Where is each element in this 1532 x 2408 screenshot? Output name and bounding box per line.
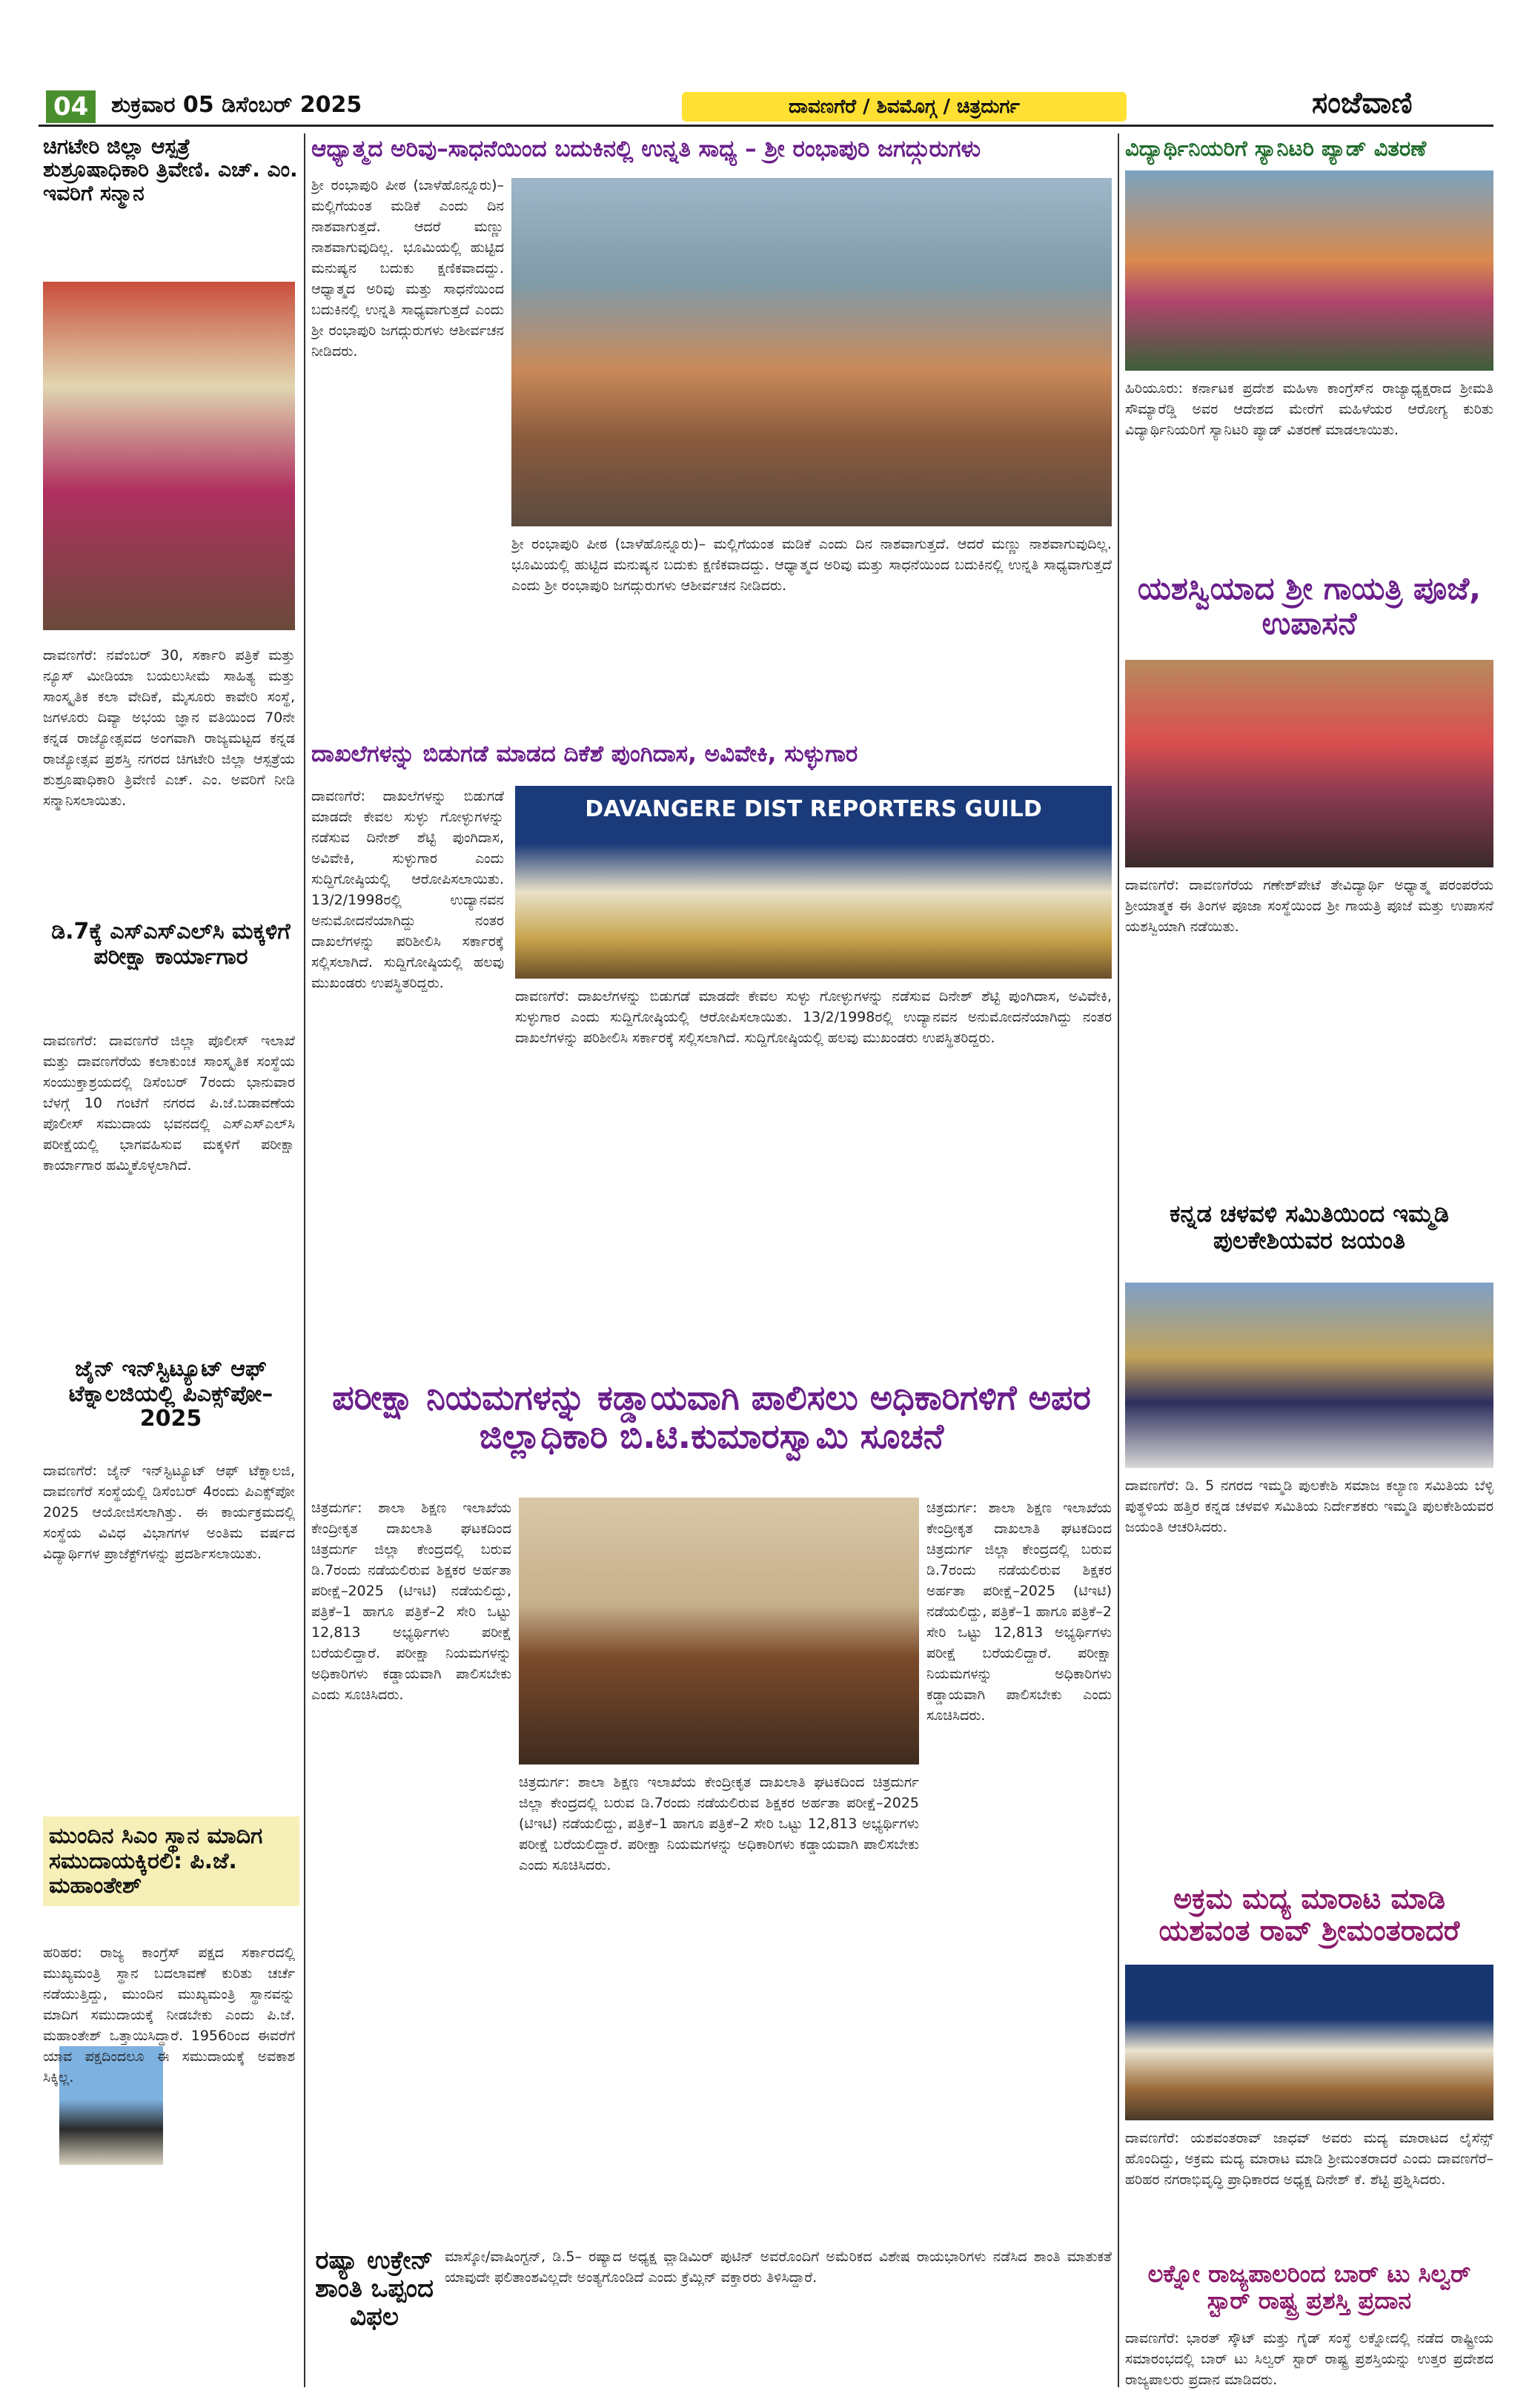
article-text: ದಾವಣಗೆರೆ: ದಾವಣಗೆರೆಯ ಗಣೇಶ್‌ಪೇಟೆ ತೇವಿದ್ಯಾರ್ಥಿ ಅಧ್ಯಾತ್ಮ ಪರಂಪರೆಯ ಶ್ರೀಯಾತ್ಮಕ ಈ ತಿಂಗಳ ಪೂಜಾ ಸಂಸ್ಥೆಯಿಂದ ಶ್ರೀ ಗಾಯತ್ರಿ ಪೂಜೆ ಮತ್ತು ಉಪಾಸನೆ ಯಶಸ್ವಿಯಾಗಿ ನಡೆಯಿತು. [1125,877,1493,935]
headline-left-1: ಚಿಗಟೇರಿ ಜಿಲ್ಲಾ ಆಸ್ಪತ್ರೆ ಶುಶ್ರೂಷಾಧಿಕಾರಿ ತ್ರಿವೇಣಿ. ಎಚ್. ಎಂ. ಇವರಿಗೆ ಸನ್ಮಾನ [43,134,298,205]
photo-pad-distribution [1125,171,1493,371]
article-text: ಹಿರಿಯೂರು: ಕರ್ನಾಟಕ ಪ್ರದೇಶ ಮಹಿಳಾ ಕಾಂಗ್ರೆಸ್‌ನ ರಾಜ್ಯಾಧ್ಯಕ್ಷರಾದ ಶ್ರೀಮತಿ ಸೌಮ್ಯಾರೆಡ್ಡಿ ಅವರ ಆದೇಶದ ಮೇರೆಗೆ ಮಹಿಳೆಯರ ಆರೋಗ್ಯ ಕುರಿತು ವಿದ್ಯಾರ್ಥಿನಿಯರಿಗೆ ಸ್ಯಾನಿಟರಿ ಪ್ಯಾಡ್ ವಿತರಣೆ ಮಾಡಲಾಯಿತು. [1125,380,1493,438]
headline-center-4: ರಷ್ಯಾ ಉಕ್ರೇನ್ ಶಾಂತಿ ಒಪ್ಪಂದ ವಿಫಲ [315,2246,434,2332]
article-text: ದಾವಣಗೆರೆ: ಜೈನ್ ಇನ್‌ಸ್ಟಿಟ್ಯೂಟ್ ಆಫ್ ಟೆಕ್ನಾಲಜಿ, ದಾವಣಗೆರೆ ಸಂಸ್ಥೆಯಲ್ಲಿ ಡಿಸೆಂಬರ್ 4ರಂದು ಪಿಎಕ್ಸ್‌ಪೋ 2025 ಆಯೋಜಿಸಲಾಗಿತ್ತು. ಈ ಕಾರ್ಯಕ್ರಮದಲ್ಲಿ ಸಂಸ್ಥೆಯ ವಿವಿಧ ವಿಭಾಗಗಳ ಅಂತಿಮ ವರ್ಷದ ವಿದ್ಯಾರ್ಥಿಗಳ ಪ್ರಾಜೆಕ್ಟ್‌ಗಳನ್ನು ಪ್ರದರ್ಶಿಸಲಾಯಿತು. [43,1463,295,1562]
article-text: ದಾವಣಗೆರೆ: ದಾಖಲೆಗಳನ್ನು ಬಿಡುಗಡೆ ಮಾಡದೇ ಕೇವಲ ಸುಳ್ಳು ಗೋಳ್ಳುಗಳನ್ನು ನಡೆಸುವ ದಿನೇಶ್ ಶೆಟ್ಟಿ ಪುಂಗಿದಾಸ, ಅವಿವೇಕಿ, ಸುಳ್ಳುಗಾರ ಎಂದು ಸುದ್ದಿಗೋಷ್ಠಿಯಲ್ಲಿ ಆರೋಪಿಸಲಾಯಿತು. 13/2/1998ರಲ್ಲಿ ಉದ್ಯಾನವನ ಅನುಮೋದನೆಯಾಗಿದ್ದು ನಂತರ ದಾಖಲೆಗಳನ್ನು ಪರಿಶೀಲಿಸಿ ಸರ್ಕಾರಕ್ಕೆ ಸಲ್ಲಿಸಲಾಗಿದೆ. ಸುದ್ದಿಗೋಷ್ಠಿಯಲ್ಲಿ ಹಲವು ಮುಖಂಡರು ಉಪಸ್ಥಿತರಿದ್ದರು. [515,988,1112,1046]
banner-text: DAVANGERE DIST REPORTERS GUILD [585,796,1042,822]
page-header [0,0,1532,126]
article-text: ದಾವಣಗೆರೆ: ಡಿ. 5 ನಗರದ ಇಮ್ಮಡಿ ಪುಲಕೇಶಿ ಸಮಾಜ ಕಲ್ಯಾಣ ಸಮಿತಿಯ ಬೆಳ್ಳಿ ಪುತ್ಥಳಿಯ ಹತ್ತಿರ ಕನ್ನಡ ಚಳವಳಿ ಸಮಿತಿಯ ನಿರ್ದೇಶಕರು ಇಮ್ಮಡಿ ಪುಲಕೇಶಿಯವರ ಜಯಂತಿ ಆಚರಿಸಿದರು. [1125,1478,1493,1535]
article-text: ಚಿತ್ರದುರ್ಗ: ಶಾಲಾ ಶಿಕ್ಷಣ ಇಲಾಖೆಯ ಕೇಂದ್ರೀಕೃತ ದಾಖಲಾತಿ ಘಟಕದಿಂದ ಚಿತ್ರದುರ್ಗ ಜಿಲ್ಲಾ ಕೇಂದ್ರದಲ್ಲಿ ಬರುವ ಡಿ.7ರಂದು ನಡೆಯಲಿರುವ ಶಿಕ್ಷಕರ ಅರ್ಹತಾ ಪರೀಕ್ಷೆ–2025 (ಟಿಇಟಿ) ನಡೆಯಲಿದ್ದು, ಪತ್ರಿಕೆ–1 ಹಾಗೂ ಪತ್ರಿಕೆ–2 ಸೇರಿ ಒಟ್ಟು 12,813 ಅಭ್ಯರ್ಥಿಗಳು ಪರೀಕ್ಷೆ ಬರೆಯಲಿದ್ದಾರೆ. ಪರೀಕ್ಷಾ ನಿಯಮಗಳನ್ನು ಅಧಿಕಾರಿಗಳು ಕಡ್ಡಾಯವಾಗಿ ಪಾಲಿಸಬೇಕು ಎಂದು ಸೂಚಿಸಿದರು. [519,1774,919,1873]
article-text: ಮಾಸ್ಕೋ/ವಾಷಿಂಗ್ಟನ್, ಡಿ.5– ರಷ್ಯಾದ ಅಧ್ಯಕ್ಷ ವ್ಲಾಡಿಮಿರ್ ಪುಟಿನ್ ಅವರೊಂದಿಗೆ ಅಮೆರಿಕದ ವಿಶೇಷ ರಾಯಭಾರಿಗಳು ನಡೆಸಿದ ಶಾಂತಿ ಮಾತುಕತೆ ಯಾವುದೇ ಫಲಿತಾಂಶವಿಲ್ಲದೇ ಅಂತ್ಯಗೊಂಡಿದೆ ಎಂದು ಕ್ರೆಮ್ಲಿನ್ ವಕ್ತಾರರು ತಿಳಿಸಿದ್ದಾರೆ. [445,2249,1112,2286]
photo-gayatri-pooja [1125,660,1493,867]
photo-press-meet [515,786,1112,979]
photo-honoree [43,282,295,630]
photo-jagadguru-gathering [511,178,1112,526]
article-text: ಚಿತ್ರದುರ್ಗ: ಶಾಲಾ ಶಿಕ್ಷಣ ಇಲಾಖೆಯ ಕೇಂದ್ರೀಕೃತ ದಾಖಲಾತಿ ಘಟಕದಿಂದ ಚಿತ್ರದುರ್ಗ ಜಿಲ್ಲಾ ಕೇಂದ್ರದಲ್ಲಿ ಬರುವ ಡಿ.7ರಂದು ನಡೆಯಲಿರುವ ಶಿಕ್ಷಕರ ಅರ್ಹತಾ ಪರೀಕ್ಷೆ–2025 (ಟಿಇಟಿ) ನಡೆಯಲಿದ್ದು, ಪತ್ರಿಕೆ–1 ಹಾಗೂ ಪತ್ರಿಕೆ–2 ಸೇರಿ ಒಟ್ಟು 12,813 ಅಭ್ಯರ್ಥಿಗಳು ಪರೀಕ್ಷೆ ಬರೆಯಲಿದ್ದಾರೆ. ಪರೀಕ್ಷಾ ನಿಯಮಗಳನ್ನು ಅಧಿಕಾರಿಗಳು ಕಡ್ಡಾಯವಾಗಿ ಪಾಲಿಸಬೇಕು ಎಂದು ಸೂಚಿಸಿದರು. [926,1500,1112,1724]
headline-center-2: ದಾಖಲೆಗಳನ್ನು ಬಿಡುಗಡೆ ಮಾಡದ ದಿಕೆಶೆ ಪುಂಗಿದಾಸ, ಅವಿವೇಕಿ, ಸುಳ್ಳುಗಾರ [311,741,858,767]
headline-left-2: ಡಿ.7ಕ್ಕೆ ಎಸ್‌ಎಸ್‌ಎಲ್‌ಸಿ ಮಕ್ಕಳಿಗೆ ಪರೀಕ್ಷಾ ಕಾರ್ಯಾಗಾರ [51,919,291,970]
headline-right-3: ಕನ್ನಡ ಚಳವಳಿ ಸಮಿತಿಯಿಂದ ಇಮ್ಮಡಿ ಪುಲಕೇಶಿಯವರ ಜಯಂತಿ [1169,1200,1450,1254]
headline-left-4: ಮುಂದಿನ ಸಿಎಂ ಸ್ಥಾನ ಮಾದಿಗ ಸಮುದಾಯಕ್ಕಿರಲಿ: ಪಿ.ಜೆ. ಮಹಾಂತೇಶ್ [43,1816,299,1906]
header-rule [39,125,1493,127]
page-number: 04 [46,90,96,123]
article-text: ಚಿತ್ರದುರ್ಗ: ಶಾಲಾ ಶಿಕ್ಷಣ ಇಲಾಖೆಯ ಕೇಂದ್ರೀಕೃತ ದಾಖಲಾತಿ ಘಟಕದಿಂದ ಚಿತ್ರದುರ್ಗ ಜಿಲ್ಲಾ ಕೇಂದ್ರದಲ್ಲಿ ಬರುವ ಡಿ.7ರಂದು ನಡೆಯಲಿರುವ ಶಿಕ್ಷಕರ ಅರ್ಹತಾ ಪರೀಕ್ಷೆ–2025 (ಟಿಇಟಿ) ನಡೆಯಲಿದ್ದು, ಪತ್ರಿಕೆ–1 ಹಾಗೂ ಪತ್ರಿಕೆ–2 ಸೇರಿ ಒಟ್ಟು 12,813 ಅಭ್ಯರ್ಥಿಗಳು ಪರೀಕ್ಷೆ ಬರೆಯಲಿದ್ದಾರೆ. ಪರೀಕ್ಷಾ ನಿಯಮಗಳನ್ನು ಅಧಿಕಾರಿಗಳು ಕಡ್ಡಾಯವಾಗಿ ಪಾಲಿಸಬೇಕು ಎಂದು ಸೂಚಿಸಿದರು. [311,1500,511,1703]
article-text: ದಾವಣಗೆರೆ: ಭಾರತ್ ಸ್ಕೌಟ್ ಮತ್ತು ಗೈಡ್ ಸಂಸ್ಥೆ ಲಕ್ನೋದಲ್ಲಿ ನಡೆದ ರಾಷ್ಟ್ರೀಯ ಸಮಾರಂಭದಲ್ಲಿ ಬಾರ್ ಟು ಸಿಲ್ವರ್ ಸ್ಟಾರ್ ರಾಷ್ಟ್ರ ಪ್ರಶಸ್ತಿಯನ್ನು ಉತ್ತರ ಪ್ರದೇಶದ ರಾಜ್ಯಪಾಲರು ಪ್ರದಾನ ಮಾಡಿದರು. [1125,2330,1493,2388]
article-text: ದಾವಣಗೆರೆ: ಯಶವಂತರಾವ್ ಜಾಧವ್ ಅವರು ಮದ್ಯ ಮಾರಾಟದ ಲೈಸೆನ್ಸ್ ಹೊಂದಿದ್ದು, ಅಕ್ರಮ ಮದ್ಯ ಮಾರಾಟ ಮಾಡಿ ಶ್ರೀಮಂತರಾದರೆ ಎಂದು ದಾವಣಗೆರೆ–ಹರಿಹರ ನಗರಾಭಿವೃದ್ಧಿ ಪ್ರಾಧಿಕಾರದ ಅಧ್ಯಕ್ಷ ದಿನೇಶ್ ಕೆ. ಶೆಟ್ಟಿ ಪ್ರಶ್ನಿಸಿದರು. [1125,2130,1493,2188]
issue-date: ಶುಕ್ರವಾರ 05 ಡಿಸೆಂಬರ್ 2025 [111,92,362,118]
headline-right-2: ಯಶಸ್ವಿಯಾದ ಶ್ರೀ ಗಾಯತ್ರಿ ಪೂಜೆ, ಉಪಾಸನೆ [1137,570,1482,642]
article-text: ದಾವಣಗೆರೆ: ದಾಖಲೆಗಳನ್ನು ಬಿಡುಗಡೆ ಮಾಡದೇ ಕೇವಲ ಸುಳ್ಳು ಗೋಳ್ಳುಗಳನ್ನು ನಡೆಸುವ ದಿನೇಶ್ ಶೆಟ್ಟಿ ಪುಂಗಿದಾಸ, ಅವಿವೇಕಿ, ಸುಳ್ಳುಗಾರ ಎಂದು ಸುದ್ದಿಗೋಷ್ಠಿಯಲ್ಲಿ ಆರೋಪಿಸಲಾಯಿತು. 13/2/1998ರಲ್ಲಿ ಉದ್ಯಾನವನ ಅನುಮೋದನೆಯಾಗಿದ್ದು ನಂತರ ದಾಖಲೆಗಳನ್ನು ಪರಿಶೀಲಿಸಿ ಸರ್ಕಾರಕ್ಕೆ ಸಲ್ಲಿಸಲಾಗಿದೆ. ಸುದ್ದಿಗೋಷ್ಠಿಯಲ್ಲಿ ಹಲವು ಮುಖಂಡರು ಉಪಸ್ಥಿತರಿದ್ದರು. [311,788,504,991]
headline-center-1: ಆಧ್ಯಾತ್ಮದ ಅರಿವು–ಸಾಧನೆಯಿಂದ ಬದುಕಿನಲ್ಲಿ ಉನ್ನತಿ ಸಾಧ್ಯ – ಶ್ರೀ ರಂಭಾಪುರಿ ಜಗದ್ಗುರುಗಳು [311,136,981,162]
photo-liquor-press-meet [1125,1965,1493,2120]
headline-center-3: ಪರೀಕ್ಷಾ ನಿಯಮಗಳನ್ನು ಕಡ್ಡಾಯವಾಗಿ ಪಾಲಿಸಲು ಅಧಿಕಾರಿಗಳಿಗೆ ಅಪರ ಜಿಲ್ಲಾಧಿಕಾರಿ ಬಿ.ಟಿ.ಕುಮಾರಸ್ವಾಮಿ ಸೂಚನೆ [332,1377,1091,1456]
headline-right-1: ವಿದ್ಯಾರ್ಥಿನಿಯರಿಗೆ ಸ್ಯಾನಿಟರಿ ಪ್ಯಾಡ್ ವಿತರಣೆ [1125,136,1427,161]
article-text: ಶ್ರೀ ರಂಭಾಪುರಿ ಪೀಠ (ಬಾಳೆಹೊನ್ನೂರು)– ಮಲ್ಲಿಗೆಯಂತ ಮಡಿಕೆ ಎಂದು ದಿನ ನಾಶವಾಗುತ್ತದೆ. ಆದರೆ ಮಣ್ಣು ನಾಶವಾಗುವುದಿಲ್ಲ. ಭೂಮಿಯಲ್ಲಿ ಹುಟ್ಟಿದ ಮನುಷ್ಯನ ಬದುಕು ಕ್ಷಣಿಕವಾದದ್ದು. ಆಧ್ಯಾತ್ಮದ ಅರಿವು ಮತ್ತು ಸಾಧನೆಯಿಂದ ಬದುಕಿನಲ್ಲಿ ಉನ್ನತಿ ಸಾಧ್ಯವಾಗುತ್ತದೆ ಎಂದು ಶ್ರೀ ರಂಭಾಪುರಿ ಜಗದ್ಗುರುಗಳು ಆಶೀರ್ವಚನ ನೀಡಿದರು. [511,536,1112,594]
column-divider [304,133,305,2387]
article-text: ದಾವಣಗೆರೆ: ನವೆಂಬರ್ 30, ಸರ್ಕಾರಿ ಪತ್ರಿಕೆ ಮತ್ತು ನ್ಯೂಸ್ ಮೀಡಿಯಾ ಬಯಲುಸೀಮೆ ಸಾಹಿತ್ಯ ಮತ್ತು ಸಾಂಸ್ಕೃತಿಕ ಕಲಾ ವೇದಿಕೆ, ಮೈಸೂರು ಕಾವೇರಿ ಸಂಸ್ಥೆ, ಜಗಳೂರು ದಿವ್ಯಾ ಅಭಯ ಜ್ಞಾನ ವತಿಯಿಂದ 70ನೇ ಕನ್ನಡ ರಾಜ್ಯೋತ್ಸವದ ಅಂಗವಾಗಿ ರಾಜ್ಯಮಟ್ಟದ ಕನ್ನಡ ರಾಜ್ಯೋತ್ಸವ ಪ್ರಶಸ್ತಿ ನಗರದ ಚಿಗಟೇರಿ ಜಿಲ್ಲಾ ಆಸ್ಪತ್ರೆಯ ಶುಶ್ರೂಷಾಧಿಕಾರಿ ತ್ರಿವೇಣಿ ಎಚ್. ಎಂ. ಅವರಿಗೆ ನೀಡಿ ಸನ್ಮಾನಿಸಲಾಯಿತು. [43,647,295,809]
article-text: ದಾವಣಗೆರೆ: ದಾವಣಗೆರೆ ಜಿಲ್ಲಾ ಪೊಲೀಸ್ ಇಲಾಖೆ ಮತ್ತು ದಾವಣಗೆರೆಯ ಕಲಾಕುಂಚ ಸಾಂಸ್ಕೃತಿಕ ಸಂಸ್ಥೆಯ ಸಂಯುಕ್ತಾಶ್ರಯದಲ್ಲಿ ಡಿಸೆಂಬರ್ 7ರಂದು ಭಾನುವಾರ ಬೆಳಗ್ಗೆ 10 ಗಂಟೆಗೆ ನಗರದ ಪಿ.ಜೆ.ಬಡಾವಣೆಯ ಪೊಲೀಸ್ ಸಮುದಾಯ ಭವನದಲ್ಲಿ ಎಸ್‌ಎಸ್‌ಎಲ್‌ಸಿ ಪರೀಕ್ಷೆಯಲ್ಲಿ ಭಾಗವಹಿಸುವ ಮಕ್ಕಳಿಗೆ ಪರೀಕ್ಷಾ ಕಾರ್ಯಾಗಾರ ಹಮ್ಮಿಕೊಳ್ಳಲಾಗಿದೆ. [43,1033,295,1174]
headline-left-3: ಜೈನ್ ಇನ್‌ಸ್ಟಿಟ್ಯೂಟ್ ಆಫ್ ಟೆಕ್ನಾಲಜಿಯಲ್ಲಿ ಪಿಎಕ್ಸ್‌ಪೋ–2025 [68,1356,273,1432]
masthead-logo: ಸಂಜೆವಾಣಿ [1312,86,1413,120]
headline-right-4: ಅಕ್ರಮ ಮದ್ಯ ಮಾರಾಟ ಮಾಡಿ ಯಶವಂತ ರಾವ್ ಶ್ರೀಮಂತರಾದರೆ [1158,1882,1460,1947]
column-divider [1118,133,1119,2387]
photo-exam-meeting [519,1498,919,1764]
article-text: ಶ್ರೀ ರಂಭಾಪುರಿ ಪೀಠ (ಬಾಳೆಹೊನ್ನೂರು)– ಮಲ್ಲಿಗೆಯಂತ ಮಡಿಕೆ ಎಂದು ದಿನ ನಾಶವಾಗುತ್ತದೆ. ಆದರೆ ಮಣ್ಣು ನಾಶವಾಗುವುದಿಲ್ಲ. ಭೂಮಿಯಲ್ಲಿ ಹುಟ್ಟಿದ ಮನುಷ್ಯನ ಬದುಕು ಕ್ಷಣಿಕವಾದದ್ದು. ಆಧ್ಯಾತ್ಮದ ಅರಿವು ಮತ್ತು ಸಾಧನೆಯಿಂದ ಬದುಕಿನಲ್ಲಿ ಉನ್ನತಿ ಸಾಧ್ಯವಾಗುತ್ತದೆ ಎಂದು ಶ್ರೀ ರಂಭಾಪುರಿ ಜಗದ್ಗುರುಗಳು ಆಶೀರ್ವಚನ ನೀಡಿದರು. [311,177,504,360]
article-text: ಹರಿಹರ: ರಾಜ್ಯ ಕಾಂಗ್ರೆಸ್ ಪಕ್ಷದ ಸರ್ಕಾರದಲ್ಲಿ ಮುಖ್ಯಮಂತ್ರಿ ಸ್ಥಾನ ಬದಲಾವಣೆ ಕುರಿತು ಚರ್ಚೆ ನಡೆಯುತ್ತಿದ್ದು, ಮುಂದಿನ ಮುಖ್ಯಮಂತ್ರಿ ಸ್ಥಾನವನ್ನು ಮಾದಿಗ ಸಮುದಾಯಕ್ಕೆ ನೀಡಬೇಕು ಎಂದು ಪಿ.ಜೆ. ಮಹಾಂತೇಶ್ ಒತ್ತಾಯಿಸಿದ್ದಾರೆ. 1956ರಿಂದ ಈವರೆಗೆ ಯಾವ ಪಕ್ಷದಿಂದಲೂ ಈ ಸಮುದಾಯಕ್ಕೆ ಅವಕಾಶ ಸಿಕ್ಕಿಲ್ಲ. [43,1945,295,2086]
photo-pulakeshi-jayanti [1125,1283,1493,1468]
headline-right-5: ಲಕ್ನೋ ರಾಜ್ಯಪಾಲರಿಂದ ಬಾರ್ ಟು ಸಿಲ್ವರ್ ಸ್ಟಾರ್ ರಾಷ್ಟ್ರ ಪ್ರಶಸ್ತಿ ಪ್ರದಾನ [1147,2260,1471,2315]
edition-list: ದಾವಣಗೆರೆ / ಶಿವಮೊಗ್ಗ / ಚಿತ್ರದುರ್ಗ [682,92,1127,122]
